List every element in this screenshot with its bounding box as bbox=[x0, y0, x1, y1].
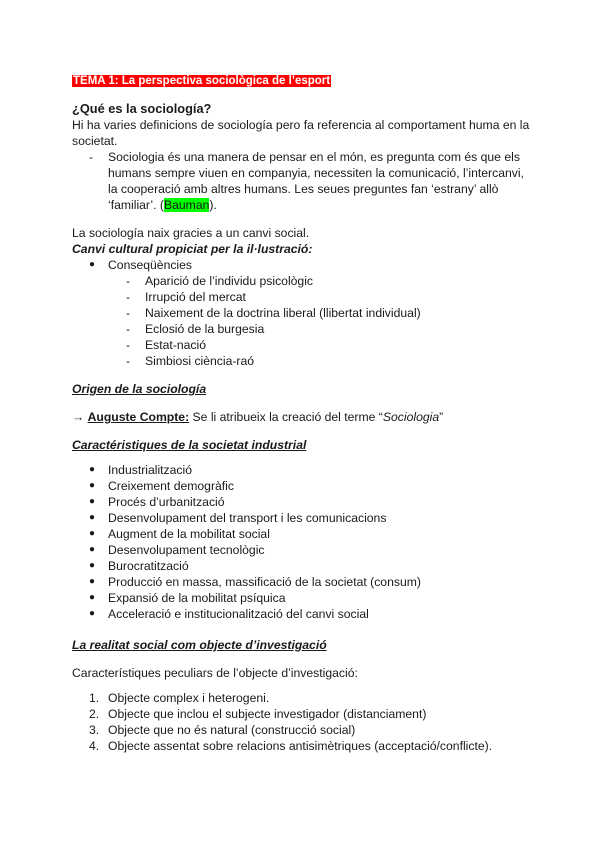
arrow-icon: → bbox=[72, 410, 85, 424]
section-heading-industrial: Caractéristiques de la societat industrial bbox=[72, 438, 307, 452]
bullet-marker: ● bbox=[89, 496, 96, 507]
compte-text-end: ” bbox=[439, 410, 444, 424]
bullet-marker: ● bbox=[89, 576, 96, 587]
numbered-item: Objecte que no és natural (construcció social) bbox=[108, 723, 356, 737]
bullet-marker: ● bbox=[89, 560, 96, 571]
industrial-item: Augment de la mobilitat social bbox=[108, 527, 270, 541]
industrial-item: Desenvolupament del transport i les comunicacions bbox=[108, 511, 387, 525]
definition-line: la cooperació amb altres humans. Les seues preguntes fan ‘estrany’ allò bbox=[108, 182, 499, 196]
bullet-marker: ● bbox=[89, 464, 96, 475]
bullet-marker: ● bbox=[89, 480, 96, 491]
intro-line: Hi ha varies definicions de sociología pero fa referencia al comportament huma en la bbox=[72, 118, 530, 132]
compte-text: Se li atribueix la creació del terme “ bbox=[189, 410, 383, 424]
consequence-item: Simbiosi ciència-raó bbox=[145, 354, 255, 368]
bullet-marker: ● bbox=[89, 592, 96, 603]
consequence-item: Naixement de la doctrina liberal (llibertat individual) bbox=[145, 306, 421, 320]
intro-line: societat. bbox=[72, 134, 118, 148]
bullet-marker: ● bbox=[89, 259, 96, 270]
definition-line: Sociologia és una manera de pensar en el món, es pregunta com és que els bbox=[108, 150, 520, 164]
dash-marker: - bbox=[126, 322, 131, 336]
numbered-item: Objecte que inclou el subjecte investigador (distanciament) bbox=[108, 707, 427, 721]
dash-marker: - bbox=[126, 274, 131, 288]
industrial-item: Creixement demogràfic bbox=[108, 479, 234, 493]
consequence-item: Eclosió de la burgesia bbox=[145, 322, 265, 336]
industrial-item: Burocratització bbox=[108, 559, 189, 573]
document-title bbox=[72, 72, 331, 89]
section-heading-sociologia: ¿Qué es la sociología? bbox=[72, 101, 212, 116]
subheading-illustracio: Canvi cultural propiciat per la il·lustració: bbox=[72, 242, 313, 256]
bullet-marker: ● bbox=[89, 608, 96, 619]
industrial-item: Acceleració e institucionalització del canvi social bbox=[108, 607, 369, 621]
list-number: 3. bbox=[89, 723, 100, 737]
bauman-highlight: Bauman bbox=[163, 198, 210, 212]
industrial-item: Procés d’urbanització bbox=[108, 495, 225, 509]
dash-marker: - bbox=[89, 150, 94, 164]
industrial-item: Expansió de la mobilitat psíquica bbox=[108, 591, 286, 605]
section-heading-origen: Origen de la sociología bbox=[72, 382, 207, 396]
bullet-marker: ● bbox=[89, 512, 96, 523]
numbered-item: Objecte complex i heterogeni. bbox=[108, 691, 270, 705]
dash-marker: - bbox=[126, 306, 131, 320]
compte-line bbox=[72, 409, 443, 425]
list-number: 4. bbox=[89, 739, 100, 753]
dash-marker: - bbox=[126, 338, 131, 352]
list-number: 1. bbox=[89, 691, 100, 705]
title-highlight: TEMA 1: La perspectiva sociològica de l’esport bbox=[73, 75, 331, 87]
dash-marker: - bbox=[126, 354, 131, 368]
definition-line bbox=[108, 197, 217, 213]
numbered-item: Objecte assentat sobre relacions antisimètriques (acceptació/conflicte). bbox=[108, 739, 493, 753]
dash-marker: - bbox=[126, 290, 131, 304]
auguste-compte-name: Auguste Compte: bbox=[87, 410, 190, 424]
definition-text: ). bbox=[209, 198, 217, 212]
consequence-item: Irrupció del mercat bbox=[145, 290, 246, 304]
paragraph: La sociología naix gracies a un canvi social. bbox=[72, 226, 310, 240]
bullet-marker: ● bbox=[89, 544, 96, 555]
list-number: 2. bbox=[89, 707, 100, 721]
industrial-item: Industrialització bbox=[108, 463, 192, 477]
consequence-item: Estat-nació bbox=[145, 338, 206, 352]
term-sociologia: Sociologia bbox=[382, 410, 440, 424]
section-heading-realitat: La realitat social com objecte d’investigació bbox=[72, 638, 327, 652]
bullet-marker: ● bbox=[89, 528, 96, 539]
industrial-item: Desenvolupament tecnològic bbox=[108, 543, 265, 557]
section4-intro: Característiques peculiars de l’objecte d’investigació: bbox=[72, 666, 358, 680]
industrial-item: Producció en massa, massificació de la societat (consum) bbox=[108, 575, 421, 589]
bullet-consequencies: Conseqüències bbox=[108, 258, 193, 272]
definition-text: ‘familiar’. ( bbox=[108, 198, 164, 212]
consequence-item: Aparició de l’individu psicològic bbox=[145, 274, 314, 288]
definition-line: humans sempre viuen en companyia, necessiten la comunicació, l’intercanvi, bbox=[108, 166, 524, 180]
